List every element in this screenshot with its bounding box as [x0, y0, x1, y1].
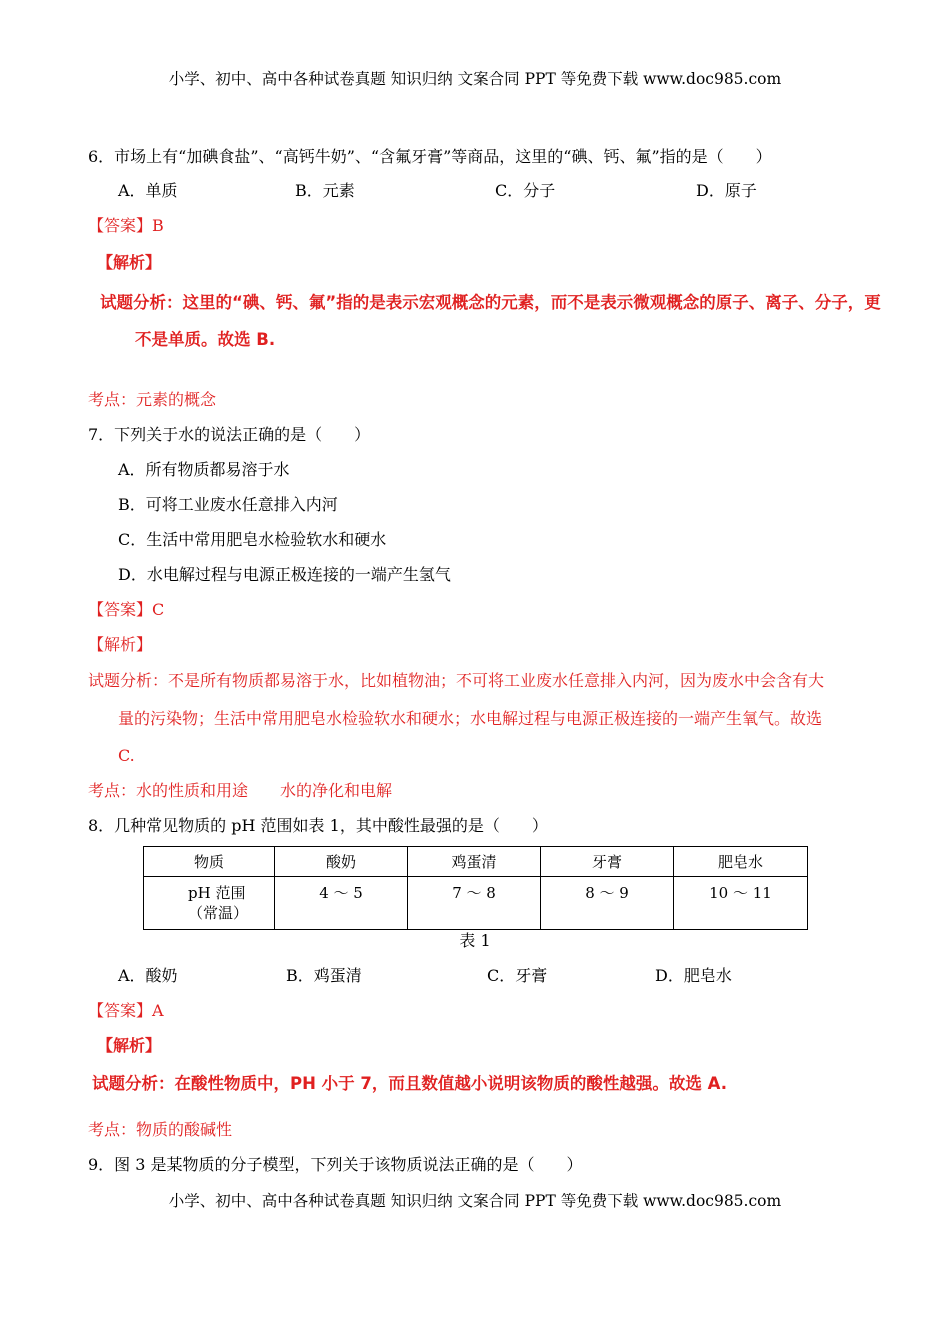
- q6-point: 考点：元素的概念: [88, 390, 217, 409]
- table-header-cell: 牙膏: [541, 847, 674, 877]
- q7-answer: 【答案】C: [88, 600, 165, 619]
- table-header-cell: 物质: [144, 847, 275, 877]
- q6-option-d: D．原子: [696, 181, 757, 200]
- q6-option-a: A．单质: [118, 181, 178, 200]
- q7-stem: 7．下列关于水的说法正确的是（ ）: [88, 425, 371, 444]
- q6-analysis-line1: 试题分析：这里的“碘、钙、氟”指的是表示宏观概念的元素，而不是表示微观概念的原子、离子、分子，更: [100, 293, 881, 312]
- table-header-row: [144, 847, 808, 877]
- q8-option-d: D．肥皂水: [655, 966, 732, 985]
- table-cell: 4 ～ 5: [275, 877, 408, 930]
- table-cell: 8 ～ 9: [541, 877, 674, 930]
- q6-analysis-line2: 不是单质。故选 B.: [135, 330, 276, 349]
- page-header: 小学、初中、高中各种试卷真题 知识归纳 文案合同 PPT 等免费下载 www.doc985.com: [168, 70, 782, 88]
- q7-analysis-line3: C.: [118, 746, 135, 765]
- table-caption: 表 1: [459, 931, 491, 950]
- q7-option-d: D．水电解过程与电源正极连接的一端产生氢气: [118, 565, 451, 584]
- q7-option-c: C．生活中常用肥皂水检验软水和硬水: [118, 530, 387, 549]
- q8-option-b: B．鸡蛋清: [286, 966, 362, 985]
- table-cell: pH 范围（常温）: [144, 877, 275, 930]
- table-header-cell: 鸡蛋清: [408, 847, 541, 877]
- table-header-cell: 酸奶: [275, 847, 408, 877]
- q6-answer: 【答案】B: [88, 216, 164, 235]
- table-row: [144, 877, 808, 930]
- q6-analysis-label: 【解析】: [97, 253, 162, 272]
- q7-analysis-line2: 量的污染物；生活中常用肥皂水检验软水和硬水；水电解过程与电源正极连接的一端产生氧气。故选: [118, 709, 823, 728]
- q6-stem: 6．市场上有“加碘食盐”、“高钙牛奶”、“含氟牙膏”等商品，这里的“碘、钙、氟”指的是（ ）: [88, 147, 772, 166]
- q8-option-a: A．酸奶: [118, 966, 178, 985]
- table-cell: 7 ～ 8: [408, 877, 541, 930]
- q7-analysis-line1: 试题分析：不是所有物质都易溶于水，比如植物油；不可将工业废水任意排入内河，因为废水中会含有大: [88, 671, 825, 690]
- q7-option-b: B．可将工业废水任意排入内河: [118, 495, 338, 514]
- q8-analysis-line1: 试题分析：在酸性物质中，PH 小于 7，而且数值越小说明该物质的酸性越强。故选 A.: [92, 1074, 727, 1093]
- q8-stem: 8．几种常见物质的 pH 范围如表 1，其中酸性最强的是（ ）: [88, 816, 548, 835]
- q7-point: 考点：水的性质和用途 水的净化和电解: [88, 781, 393, 800]
- ph-table: [143, 846, 808, 930]
- q8-answer: 【答案】A: [88, 1001, 164, 1020]
- q6-option-b: B．元素: [295, 181, 355, 200]
- q8-analysis-label: 【解析】: [97, 1036, 162, 1055]
- q8-point: 考点：物质的酸碱性: [88, 1120, 233, 1139]
- q7-analysis-label: 【解析】: [88, 635, 153, 654]
- q9-stem: 9．图 3 是某物质的分子模型，下列关于该物质说法正确的是（ ）: [88, 1155, 583, 1174]
- q8-option-c: C．牙膏: [487, 966, 548, 985]
- table-header-cell: 肥皂水: [674, 847, 808, 877]
- q7-option-a: A．所有物质都易溶于水: [118, 460, 290, 479]
- q6-option-c: C．分子: [495, 181, 556, 200]
- page-footer: 小学、初中、高中各种试卷真题 知识归纳 文案合同 PPT 等免费下载 www.doc985.com: [168, 1192, 782, 1210]
- table-cell: 10 ～ 11: [674, 877, 808, 930]
